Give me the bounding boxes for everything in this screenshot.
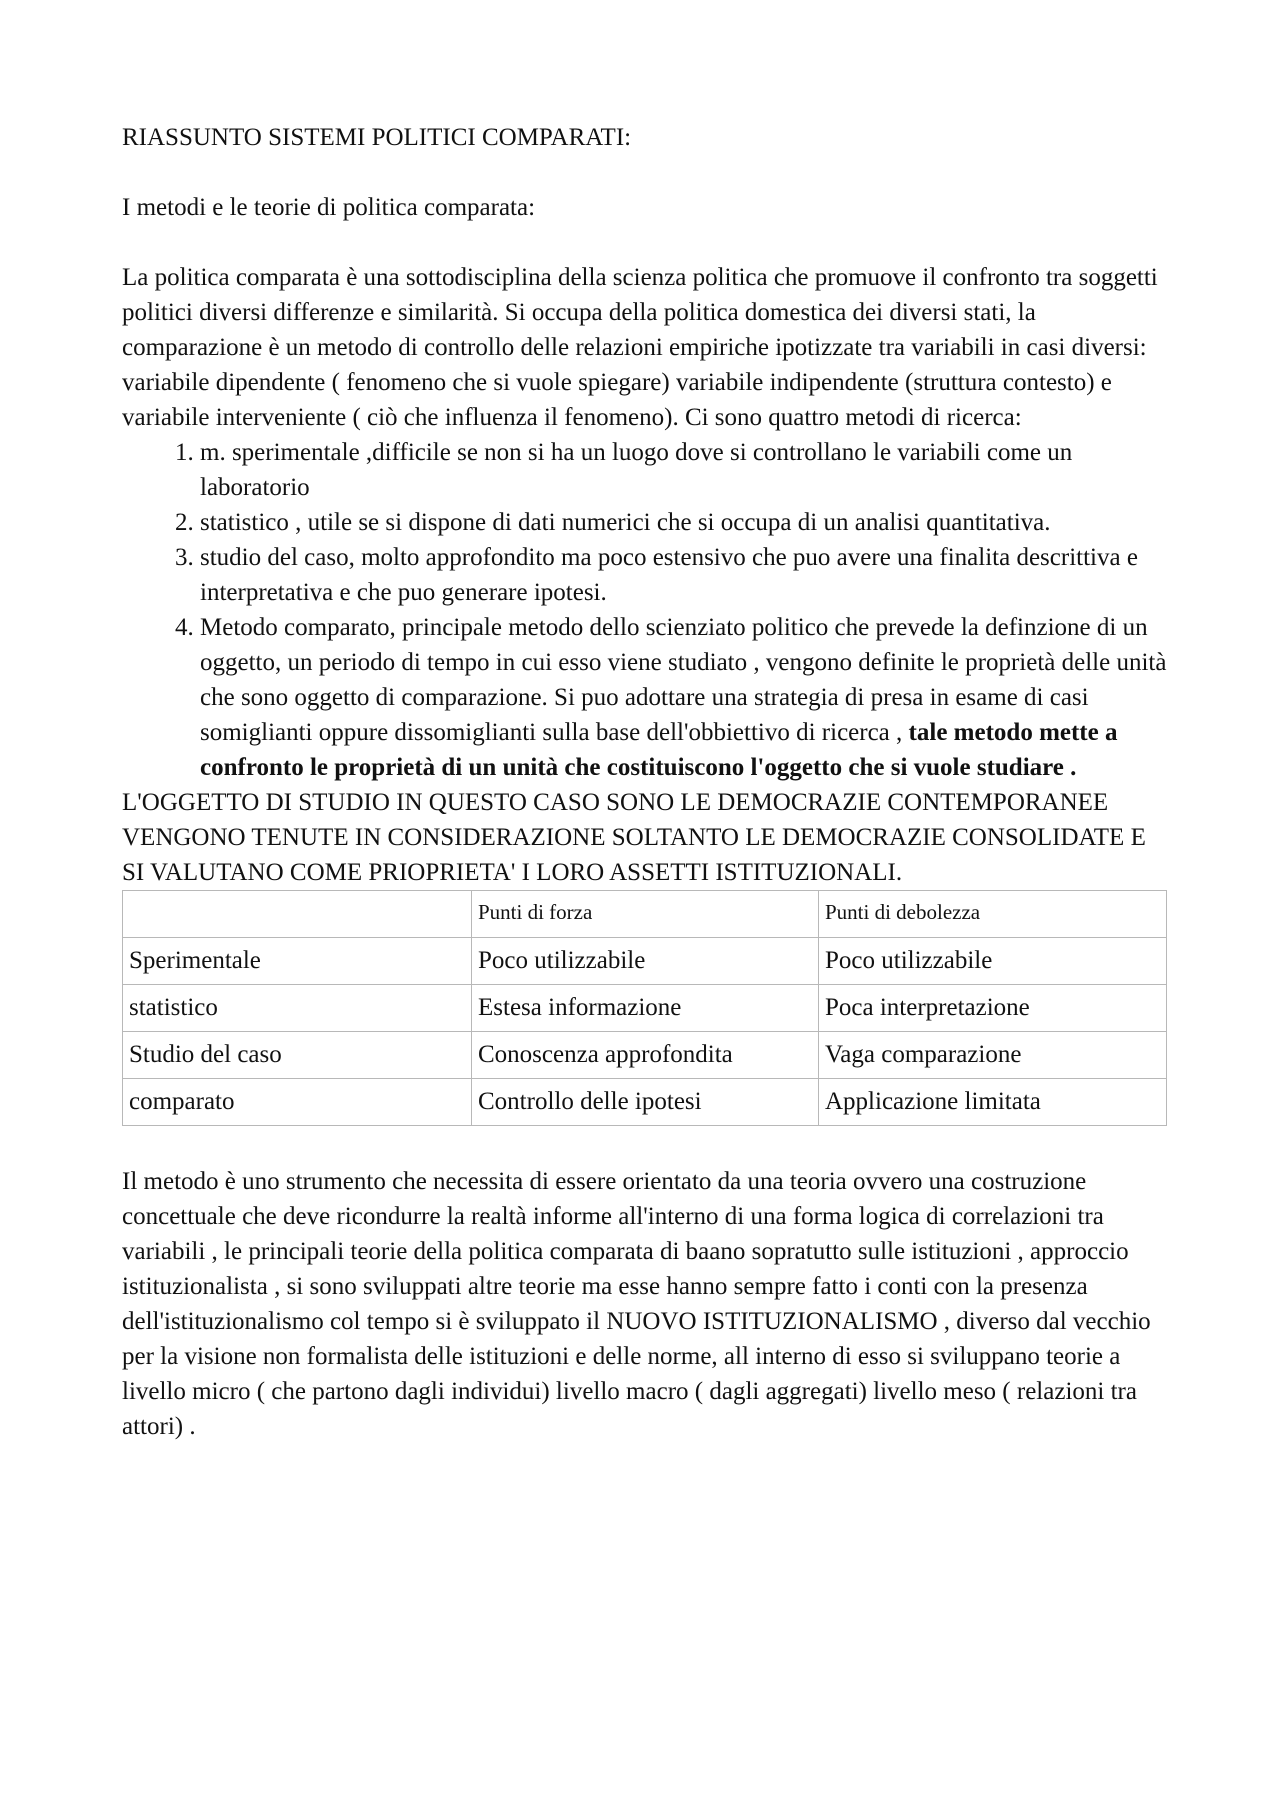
table-cell: Poca interpretazione bbox=[819, 985, 1167, 1032]
table-header-cell: Punti di debolezza bbox=[819, 891, 1167, 938]
list-item: 3. studio del caso, molto approfondito ma poco estensivo che puo avere una finalita descrittiva e interpretativa e che puo generare ipotesi. bbox=[200, 540, 1172, 610]
table-header-cell: Punti di forza bbox=[472, 891, 819, 938]
method4-bold-text: tale metodo mette a confronto le proprietà di un unità che costituiscono l'oggetto che si vuole studiare . bbox=[200, 719, 1118, 781]
table-cell: Vaga comparazione bbox=[819, 1032, 1167, 1079]
table-row bbox=[123, 938, 1167, 985]
section-subtitle: I metodi e le teorie di politica comparata: bbox=[122, 194, 536, 221]
table-cell: Controllo delle ipotesi bbox=[472, 1079, 819, 1126]
table-cell: Conoscenza approfondita bbox=[472, 1032, 819, 1079]
table-row bbox=[123, 985, 1167, 1032]
table-cell: Estesa informazione bbox=[472, 985, 819, 1032]
caps-paragraph: L'OGGETTO DI STUDIO IN QUESTO CASO SONO LE DEMOCRAZIE CONTEMPORANEE VENGONO TENUTE IN CONSIDERAZIONE SOLTANTO LE DEMOCRAZIE CONSOLIDATE E SI VALUTANO COME PRIOPRIETA' I LORO ASSETTI ISTITUZIONALI. bbox=[122, 789, 1146, 886]
closing-paragraph: Il metodo è uno strumento che necessita di essere orientato da una teoria ovvero una costruzione concettuale che deve ricondurre la realtà informe all'interno di una forma logica di correlazioni tra variabili , le principali teorie della politica comparata di baano sopratutto sulle istituzioni , approccio istituzionalista , si sono sviluppati altre teorie ma esse hanno sempre fatto i conti con la presenza dell'istituzionalismo col tempo si è sviluppato il NUOVO ISTITUZIONALISMO , diverso dal vecchio per la visione non formalista delle istituzioni e delle norme, all interno di esso si sviluppano teorie a livello micro ( che partono dagli individui) livello macro ( dagli aggregati) livello meso ( relazioni tra attori) . bbox=[122, 1168, 1151, 1440]
list-item bbox=[200, 610, 1172, 785]
intro-paragraph: La politica comparata è una sottodisciplina della scienza politica che promuove il confronto tra soggetti politici diversi differenze e similarità. Si occupa della politica domestica dei diversi stati, la comparazione è un metodo di controllo delle relazioni empiriche ipotizzate tra variabili in casi diversi: variabile dipendente ( fenomeno che si vuole spiegare) variabile indipendente (struttura contesto) e variabile interveniente ( ciò che influenza il fenomeno). Ci sono quattro metodi di ricerca: bbox=[122, 264, 1158, 431]
table-cell: Poco utilizzabile bbox=[472, 938, 819, 985]
document-title: RIASSUNTO SISTEMI POLITICI COMPARATI: bbox=[122, 124, 632, 151]
table-header-cell bbox=[123, 891, 472, 938]
table-row bbox=[123, 1079, 1167, 1126]
method4-text: Metodo comparato, principale metodo dello scienziato politico che prevede la definzione di un oggetto, un periodo di tempo in cui esso viene studiato , vengono definite le proprietà delle unità che sono oggetto di comparazione. Si puo adottare una strategia di presa in esame di casi somiglianti oppure dissomiglianti sulla base dell'obbiettivo di ricerca , bbox=[200, 614, 1167, 746]
table-header-row bbox=[123, 891, 1167, 938]
table-cell: Applicazione limitata bbox=[819, 1079, 1167, 1126]
list-item: 2. statistico , utile se si dispone di dati numerici che si occupa di un analisi quantitativa. bbox=[200, 505, 1172, 540]
table-row bbox=[123, 1032, 1167, 1079]
table-cell: comparato bbox=[123, 1079, 472, 1126]
methods-comparison-table bbox=[122, 890, 1167, 1126]
list-item: 1. m. sperimentale ,difficile se non si ha un luogo dove si controllano le variabili come un laboratorio bbox=[200, 435, 1172, 505]
methods-list bbox=[122, 435, 1172, 785]
table-cell: Studio del caso bbox=[123, 1032, 472, 1079]
table-cell: statistico bbox=[123, 985, 472, 1032]
document-page bbox=[122, 120, 1172, 1444]
table-cell: Poco utilizzabile bbox=[819, 938, 1167, 985]
table-cell: Sperimentale bbox=[123, 938, 472, 985]
